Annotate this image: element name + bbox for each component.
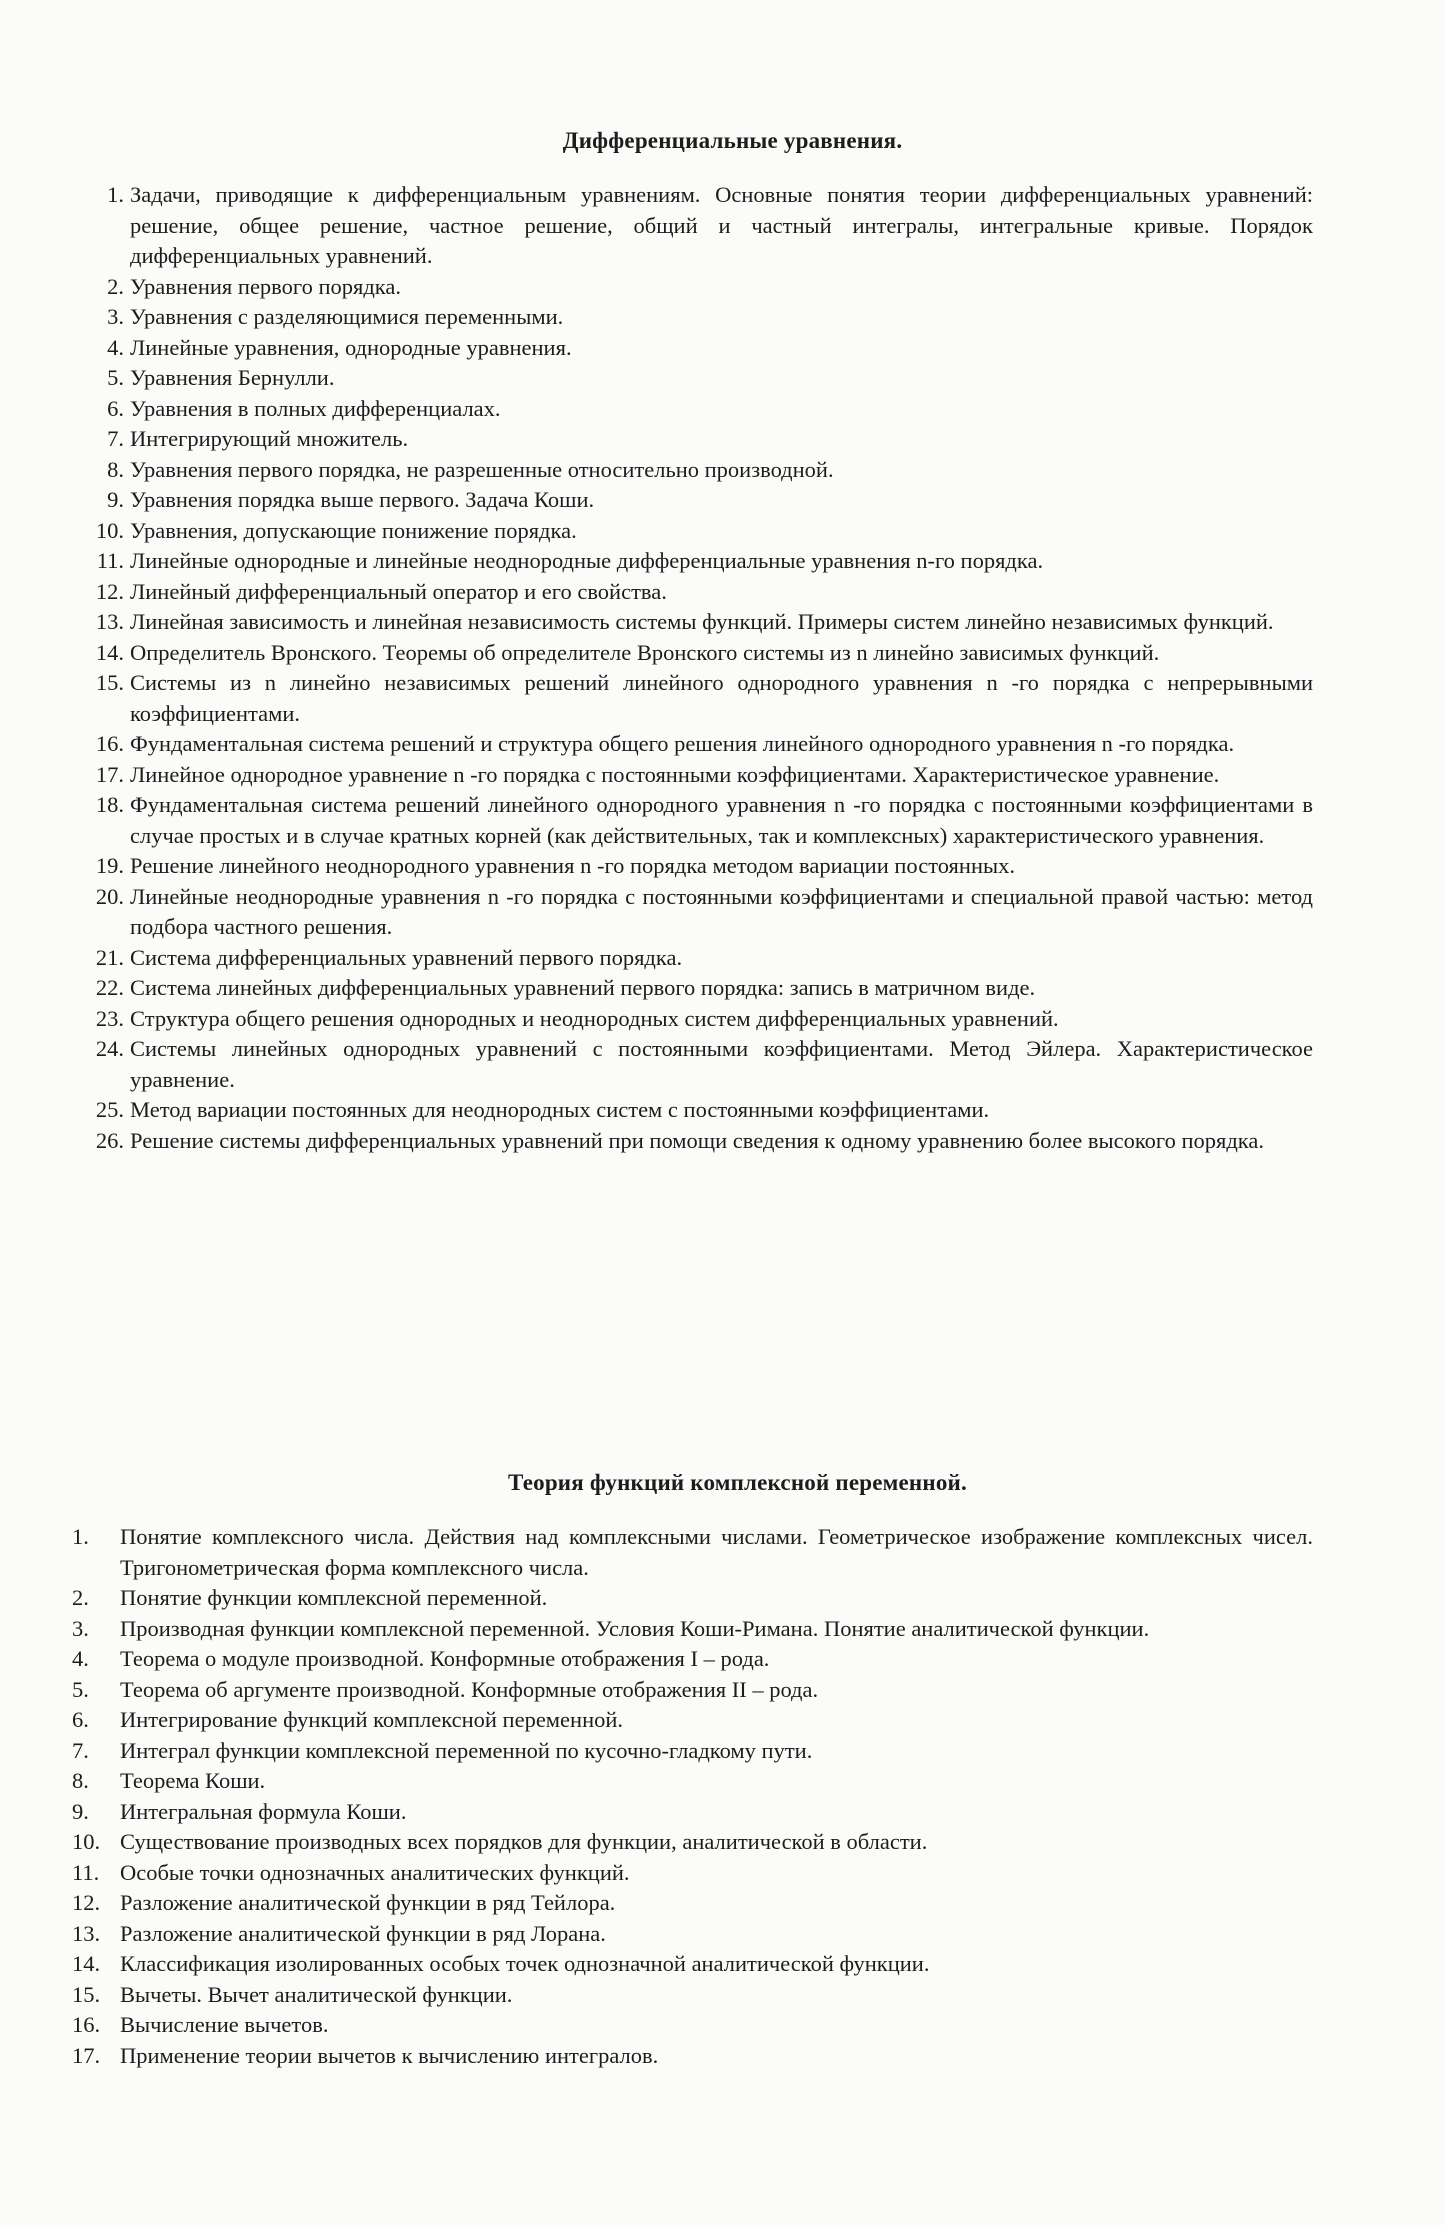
item-text: Классификация изолированных особых точек однозначной аналитической функции. [120,1951,930,1976]
item-text: Вычисление вычетов. [120,2012,329,2037]
list-item [0,1675,1445,1706]
list-item [0,1004,1445,1035]
item-text: Существование производных всех порядков для функции, аналитической в области. [120,1829,928,1854]
list-item [0,363,1445,394]
item-text: Структура общего решения однородных и неоднородных систем дифференциальных уравнений. [130,1005,1059,1031]
list-item [0,1888,1445,1919]
item-number: 2. [107,273,124,299]
list-item [0,2041,1445,2072]
list-item [0,1858,1445,1889]
list-item [0,943,1445,974]
item-text: Решение линейного неоднородного уравнения n -го порядка методом вариации постоянных. [130,853,1015,878]
item-text: Интеграл функции комплексной переменной по кусочно-гладкому пути. [120,1737,813,1763]
item-text: Интегральная формула Коши. [120,1798,407,1824]
list-item [0,272,1445,303]
item-text: Системы линейных однородных уравнений с постоянными коэффициентами. Метод Эйлера. Характеристическое уравнение. [130,1036,1313,1092]
item-number: 16. [95,731,124,756]
list-item [0,2010,1445,2041]
item-number: 6. [107,395,124,421]
list-item [0,729,1445,760]
item-text: Система линейных дифференциальных уравнений первого порядка: запись в матричном виде. [130,975,1036,1000]
list-item [0,668,1445,729]
item-text: Линейные однородные и линейные неоднородные дифференциальные уравнения n-го порядка. [130,548,1044,573]
item-number: 11. [72,1859,100,1885]
list-item [0,1095,1445,1126]
item-text: Уравнения первого порядка, не разрешенные относительно производной. [130,456,834,482]
item-number: 14. [72,1951,101,1976]
item-text: Фундаментальная система решений и структура общего решения линейного однородного уравнения n -го порядка. [130,731,1235,756]
section-title: Дифференциальные уравнения. [562,128,903,153]
topic-list [0,1522,1445,2071]
item-text: Теорема Коши. [120,1768,266,1793]
item-number: 10. [72,1829,101,1854]
item-text: Уравнения, допускающие понижение порядка. [130,517,577,543]
list-item [0,302,1445,333]
item-number: 7. [107,426,124,451]
item-number: 5. [107,365,124,390]
section-complex-analysis [0,1470,1445,2071]
list-item [0,1034,1445,1095]
list-item [0,790,1445,851]
list-item [0,1766,1445,1797]
item-text: Уравнения первого порядка. [130,273,401,299]
item-number: 21. [95,944,124,970]
item-text: Интегрирование функций комплексной переменной. [120,1707,624,1732]
item-number: 7. [72,1737,89,1763]
item-number: 16. [72,2012,101,2037]
item-text: Задачи, приводящие к дифференциальным уравнениям. Основные понятия теории дифференциальных уравнений: решение, общее решение, частное решение, общий и частный интегралы, интегральные кривые. Порядок дифференциальных уравнений. [130,182,1313,268]
list-item [0,1583,1445,1614]
list-item [0,180,1445,272]
list-item [0,1614,1445,1645]
list-item [0,1705,1445,1736]
item-text: Разложение аналитической функции в ряд Тейлора. [120,1890,616,1915]
list-item [0,1736,1445,1767]
list-item [0,516,1445,547]
list-item [0,973,1445,1004]
list-item [0,1797,1445,1828]
item-number: 26. [95,1127,124,1153]
item-text: Производная функции комплексной переменной. Условия Коши-Римана. Понятие аналитической функции. [120,1615,1150,1641]
item-number: 4. [107,334,124,360]
item-text: Системы из n линейно независимых решений линейного однородного уравнения n -го порядка с непрерывными коэффициентами. [130,670,1313,726]
item-text: Определитель Вронского. Теоремы об определителе Вронского системы из n линейно зависимых функций. [130,639,1160,665]
item-text: Линейный дифференциальный оператор и его свойства. [130,578,667,604]
item-number: 11. [96,548,124,573]
list-item [0,1644,1445,1675]
item-text: Линейное однородное уравнение n -го порядка с постоянными коэффициентами. Характеристическое уравнение. [130,761,1220,787]
item-number: 3. [72,1615,89,1641]
list-item [0,577,1445,608]
item-number: 1. [72,1524,89,1549]
item-number: 9. [72,1798,89,1824]
item-number: 13. [95,609,124,634]
item-number: 1. [107,182,124,207]
list-item [0,1827,1445,1858]
item-number: 22. [95,975,124,1000]
list-item [0,1126,1445,1157]
item-text: Уравнения Бернулли. [130,365,335,390]
list-item [0,485,1445,516]
item-text: Вычеты. Вычет аналитической функции. [120,1981,513,2007]
list-item [0,607,1445,638]
item-number: 4. [72,1646,89,1671]
item-text: Понятие комплексного числа. Действия над комплексными числами. Геометрическое изображение комплексных чисел. Тригонометрическая форма комплексного числа. [120,1524,1313,1580]
item-text: Фундаментальная система решений линейного однородного уравнения n -го порядка с постоянными коэффициентами в случае простых и в случае кратных корней (как действительных, так и комплексных) характеристического уравнения. [130,792,1313,848]
item-number: 2. [72,1585,89,1610]
item-text: Понятие функции комплексной переменной. [120,1585,548,1610]
list-item [0,1949,1445,1980]
list-item [0,760,1445,791]
list-item [0,638,1445,669]
item-text: Уравнения порядка выше первого. Задача Коши. [130,487,595,512]
item-text: Теорема об аргументе производной. Конформные отображения II – рода. [120,1676,819,1702]
item-number: 6. [72,1707,89,1732]
list-item [0,1919,1445,1950]
item-number: 12. [72,1890,101,1915]
item-text: Линейные неоднородные уравнения n -го порядка с постоянными коэффициентами и специальной правой частью: метод подбора частного решения. [130,883,1313,939]
list-item [0,851,1445,882]
item-number: 9. [107,487,124,512]
topic-list [0,180,1445,1156]
item-text: Система дифференциальных уравнений первого порядка. [130,944,683,970]
list-item [0,424,1445,455]
list-item [0,1522,1445,1583]
list-item [0,546,1445,577]
item-number: 14. [95,639,124,665]
item-number: 5. [72,1676,89,1702]
item-number: 17. [72,2042,101,2068]
item-number: 10. [95,517,124,543]
item-text: Линейные уравнения, однородные уравнения. [130,334,572,360]
item-text: Метод вариации постоянных для неоднородных систем с постоянными коэффициентами. [130,1097,990,1122]
item-text: Интегрирующий множитель. [130,426,409,451]
item-number: 23. [95,1005,124,1031]
item-number: 8. [107,456,124,482]
item-number: 12. [95,578,124,604]
list-item [0,882,1445,943]
item-number: 19. [95,853,124,878]
item-number: 15. [95,670,124,695]
item-number: 17. [95,761,124,787]
section-title: Теория функций комплексной переменной. [508,1470,967,1495]
item-text: Линейная зависимость и линейная независимость системы функций. Примеры систем линейно независимых функций. [130,609,1274,634]
item-text: Разложение аналитической функции в ряд Лорана. [120,1920,606,1946]
item-number: 13. [72,1920,101,1946]
item-number: 8. [72,1768,89,1793]
item-text: Особые точки однозначных аналитических функций. [120,1859,630,1885]
item-text: Уравнения в полных дифференциалах. [130,395,501,421]
list-item [0,1980,1445,2011]
list-item [0,394,1445,425]
item-text: Применение теории вычетов к вычислению интегралов. [120,2042,659,2068]
item-number: 15. [72,1981,101,2007]
item-number: 20. [95,883,124,909]
item-text: Уравнения с разделяющимися переменными. [130,304,564,329]
list-item [0,333,1445,364]
item-number: 24. [95,1036,124,1061]
item-text: Теорема о модуле производной. Конформные отображения I – рода. [120,1646,770,1671]
item-number: 3. [107,304,124,329]
item-number: 25. [95,1097,124,1122]
list-item [0,455,1445,486]
item-number: 18. [95,792,124,817]
item-text: Решение системы дифференциальных уравнений при помощи сведения к одному уравнению более высокого порядка. [130,1127,1264,1153]
section-differential-equations [0,128,1445,1156]
